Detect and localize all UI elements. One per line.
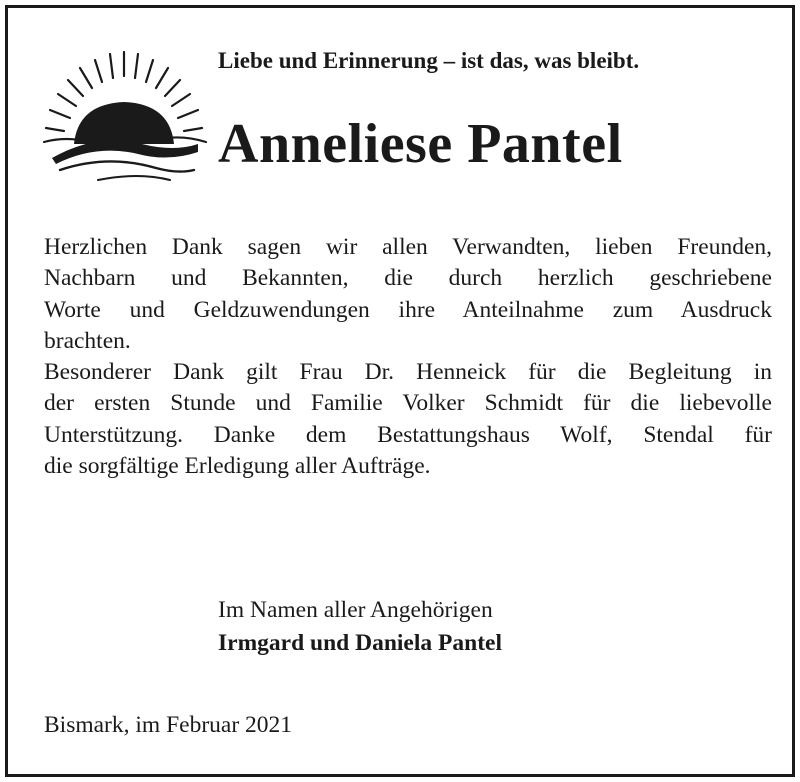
text-line: der ersten Stunde und Familie Volker Schmidt für die liebevolle: [44, 390, 772, 417]
text-line: die sorgfältige Erledigung aller Aufträge.: [44, 453, 431, 480]
motto: Liebe und Erinnerung – ist das, was bleibt.: [218, 48, 640, 73]
place-date: Bismark, im Februar 2021: [44, 712, 293, 738]
text-line: Worte und Geldzuwendungen ihre Anteilnahme zum Ausdruck: [44, 296, 772, 323]
text-line: Herzlichen Dank sagen wir allen Verwandten, lieben Freunden,: [44, 234, 772, 260]
sunrise-over-hills-icon: [38, 46, 213, 188]
signoff: [218, 594, 502, 660]
signoff-line: Im Namen aller Angehörigen: [218, 597, 493, 623]
notice-frame: [5, 5, 795, 777]
text-line: Nachbarn und Bekannten, die durch herzlich geschriebene: [44, 265, 772, 292]
text-line: Besonderer Dank gilt Frau Dr. Henneick für die Begleitung in: [44, 359, 772, 386]
thanks-paragraph-2: [44, 357, 772, 482]
thanks-paragraph-1: [44, 232, 772, 357]
text-line: brachten.: [44, 327, 131, 354]
deceased-name: Anneliese Pantel: [218, 113, 623, 175]
signers: Irmgard und Daniela Pantel: [218, 630, 502, 656]
thanks-text: [44, 232, 772, 482]
text-line: Unterstützung. Danke dem Bestattungshaus Wolf, Stendal für: [44, 421, 772, 448]
